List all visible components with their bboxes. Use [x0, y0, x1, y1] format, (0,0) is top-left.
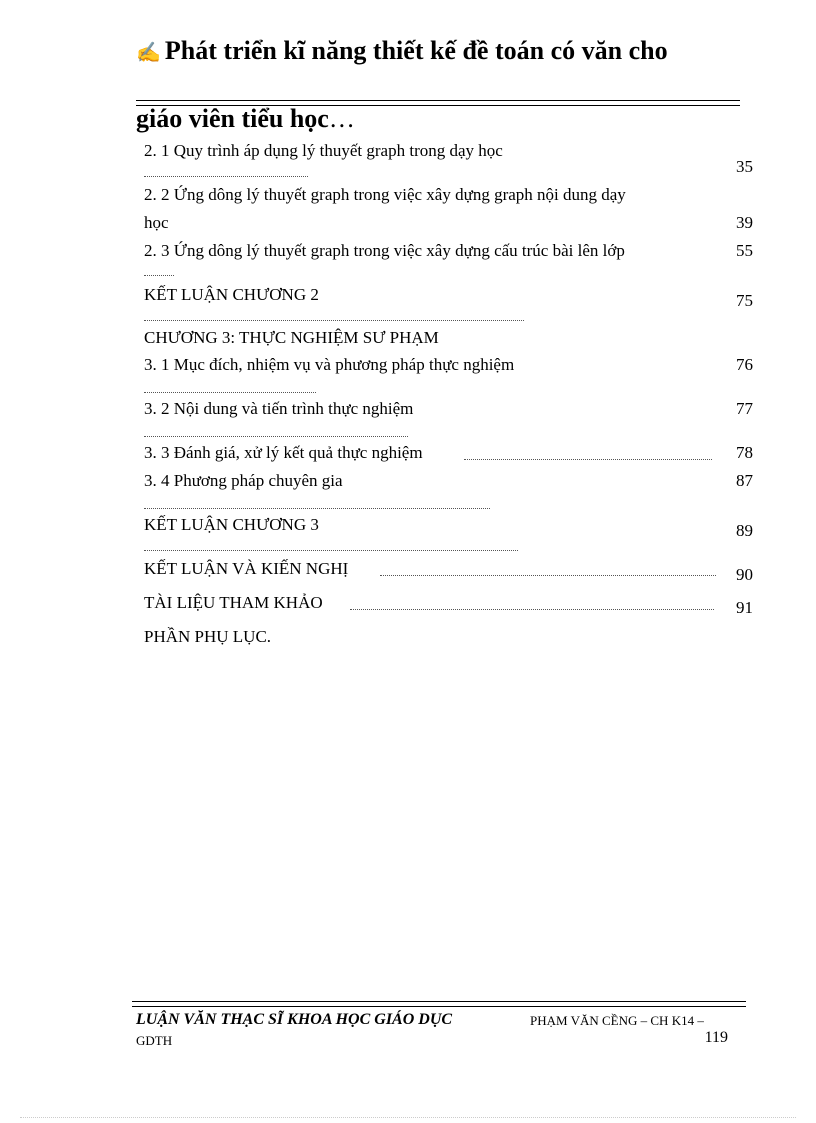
toc-leader-dots: [380, 575, 716, 576]
toc-page-number: 87: [736, 471, 753, 490]
toc-leader-dots: [144, 392, 316, 393]
toc-page-number: 90: [736, 565, 753, 584]
header-title-text-2: giáo viên tiểu học: [136, 104, 329, 133]
toc-page-number: 39: [736, 213, 753, 232]
toc-entry-2-3[interactable]: 2. 3 Ứng dông lý thuyết graph trong việc xây dựng cấu trúc bài lên lớp: [144, 241, 625, 260]
toc-leader-dots: [144, 550, 518, 551]
toc-entry-3-1[interactable]: 3. 1 Mục đích, nhiệm vụ và phương pháp thực nghiệm: [144, 355, 515, 374]
toc-entry-3-3[interactable]: 3. 3 Đánh giá, xử lý kết quả thực nghiệm: [144, 443, 423, 462]
toc-leader-dots: [144, 176, 308, 177]
toc-chapter-3-heading[interactable]: CHƯƠNG 3: THỰC NGHIỆM SƯ PHẠM: [144, 328, 439, 347]
toc-entry-3-4[interactable]: 3. 4 Phương pháp chuyên gia: [144, 471, 343, 490]
toc-entry-phan-phu-luc[interactable]: PHẦN PHỤ LỤC.: [144, 627, 272, 646]
toc-leader-dots: [350, 609, 714, 610]
toc-page-number: 78: [736, 443, 753, 462]
toc-page-number: 76: [736, 355, 753, 374]
page-bottom-edge: [20, 1117, 796, 1118]
toc-entry-2-2-continued[interactable]: học: [144, 213, 169, 232]
toc-page-number: 35: [736, 157, 753, 176]
footer-thesis-title: LUẬN VĂN THẠC SĨ KHOA HỌC GIÁO DỤC: [136, 1011, 453, 1028]
toc-entry-ket-luan-chuong-2[interactable]: KẾT LUẬN CHƯƠNG 2: [144, 285, 319, 304]
footer-author: PHẠM VĂN CỀNG – CH K14 –: [530, 1013, 704, 1028]
toc-entry-ket-luan-chuong-3[interactable]: KẾT LUẬN CHƯƠNG 3: [144, 515, 319, 534]
footer-double-rule: [132, 1001, 746, 1007]
toc-leader-dots: [144, 275, 174, 276]
header-title-line2: [136, 104, 355, 134]
toc-page-number: 55: [736, 241, 753, 260]
toc-entry-3-2[interactable]: 3. 2 Nội dung và tiến trình thực nghiệm: [144, 399, 414, 418]
toc-page-number: 89: [736, 521, 753, 540]
toc-leader-dots: [144, 320, 524, 321]
toc-entry-tai-lieu-tham-khao[interactable]: TÀI LIỆU THAM KHẢO: [144, 593, 323, 612]
toc-entry-ket-luan-va-kien-nghi[interactable]: KẾT LUẬN VÀ KIẾN NGHỊ: [144, 559, 349, 578]
toc-page-number: 91: [736, 598, 753, 617]
writing-hand-icon: ✍: [136, 42, 161, 64]
toc-page-number: 75: [736, 291, 753, 310]
toc-leader-dots: [464, 459, 712, 460]
header-ellipsis: …: [328, 104, 355, 133]
toc-page-number: 77: [736, 399, 753, 418]
footer-program: GDTH: [136, 1033, 173, 1048]
header-title-line1: [136, 34, 740, 70]
toc-leader-dots: [144, 436, 408, 437]
header-title-text: Phát triển kĩ năng thiết kế đề toán có văn cho: [164, 36, 668, 65]
toc-entry-2-1[interactable]: 2. 1 Quy trình áp dụng lý thuyết graph trong dạy học: [144, 141, 503, 160]
footer-page-number: 119: [704, 1029, 728, 1046]
toc-leader-dots: [144, 508, 490, 509]
toc-entry-2-2[interactable]: 2. 2 Ứng dông lý thuyết graph trong việc xây dựng graph nội dung dạy: [144, 185, 626, 204]
page-header: [136, 34, 740, 133]
